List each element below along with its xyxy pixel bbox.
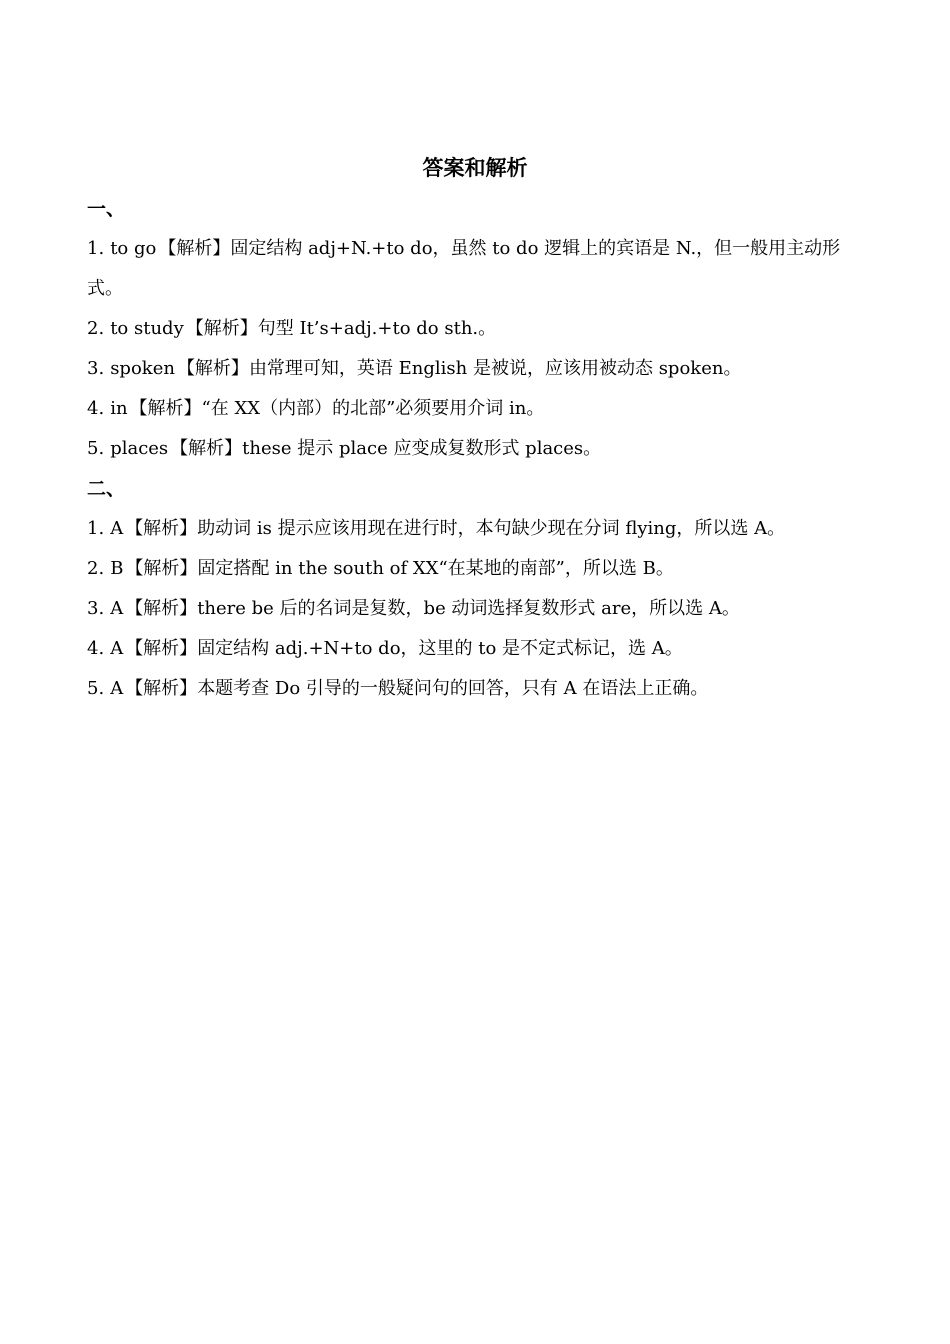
item-number: 2. [87,318,105,339]
item-answer: A [110,638,124,659]
list-item [87,309,867,349]
item-number: 1. [87,238,105,259]
item-number: 4. [87,638,105,659]
item-answer: A [110,518,124,539]
analysis-tag: 【解析】 [125,638,198,659]
item-number: 2. [87,558,105,579]
list-item [87,349,867,389]
item-number: 5. [87,438,105,459]
item-explanation: 本题考查 Do 引导的一般疑问句的回答，只有 A 在语法上正确。 [197,678,709,699]
item-answer: to study [110,318,184,339]
list-item [87,229,867,309]
item-explanation: 固定结构 adj+N.+to do，虽然 to do 逻辑上的宾语是 N.，但一般用主动形式。 [87,238,841,299]
item-number: 5. [87,678,105,699]
analysis-tag: 【解析】 [170,438,243,459]
item-answer: spoken [110,358,175,379]
item-explanation: there be 后的名词是复数，be 动词选择复数形式 are，所以选 A。 [197,598,740,619]
list-item [87,389,867,429]
document-body [87,189,867,709]
item-answer: in [110,398,128,419]
list-item [87,669,867,709]
item-answer: A [110,678,124,699]
item-number: 4. [87,398,105,419]
analysis-tag: 【解析】 [185,318,258,339]
list-item [87,429,867,469]
analysis-tag: 【解析】 [125,598,198,619]
analysis-tag: 【解析】 [176,358,249,379]
item-answer: places [110,438,169,459]
list-item [87,549,867,589]
analysis-tag: 【解析】 [125,518,198,539]
item-explanation: 句型 It’s+adj.+to do sth.。 [257,318,497,339]
item-answer: A [110,598,124,619]
section-heading-2: 二、 [87,478,126,500]
item-number: 1. [87,518,105,539]
analysis-tag: 【解析】 [125,558,198,579]
item-explanation: 固定搭配 in the south of XX“在某地的南部”，所以选 B。 [197,558,674,579]
item-number: 3. [87,358,105,379]
analysis-tag: 【解析】 [125,678,198,699]
analysis-tag: 【解析】 [158,238,231,259]
item-explanation: 助动词 is 提示应该用现在进行时，本句缺少现在分词 flying，所以选 A。 [197,518,786,539]
item-explanation: these 提示 place 应变成复数形式 places。 [242,438,602,459]
section-heading-1: 一、 [87,198,126,220]
item-number: 3. [87,598,105,619]
item-answer: to go [110,238,157,259]
page-title: 答案和解析 [422,156,528,180]
item-explanation: 固定结构 adj.+N+to do，这里的 to 是不定式标记，选 A。 [197,638,683,659]
list-item [87,509,867,549]
item-answer: B [110,558,124,579]
item-explanation: 由常理可知，英语 English 是被说，应该用被动态 spoken。 [248,358,742,379]
analysis-tag: 【解析】 [129,398,202,419]
list-item [87,629,867,669]
list-item [87,589,867,629]
item-explanation: “在 XX（内部）的北部”必须要用介词 in。 [201,398,545,419]
